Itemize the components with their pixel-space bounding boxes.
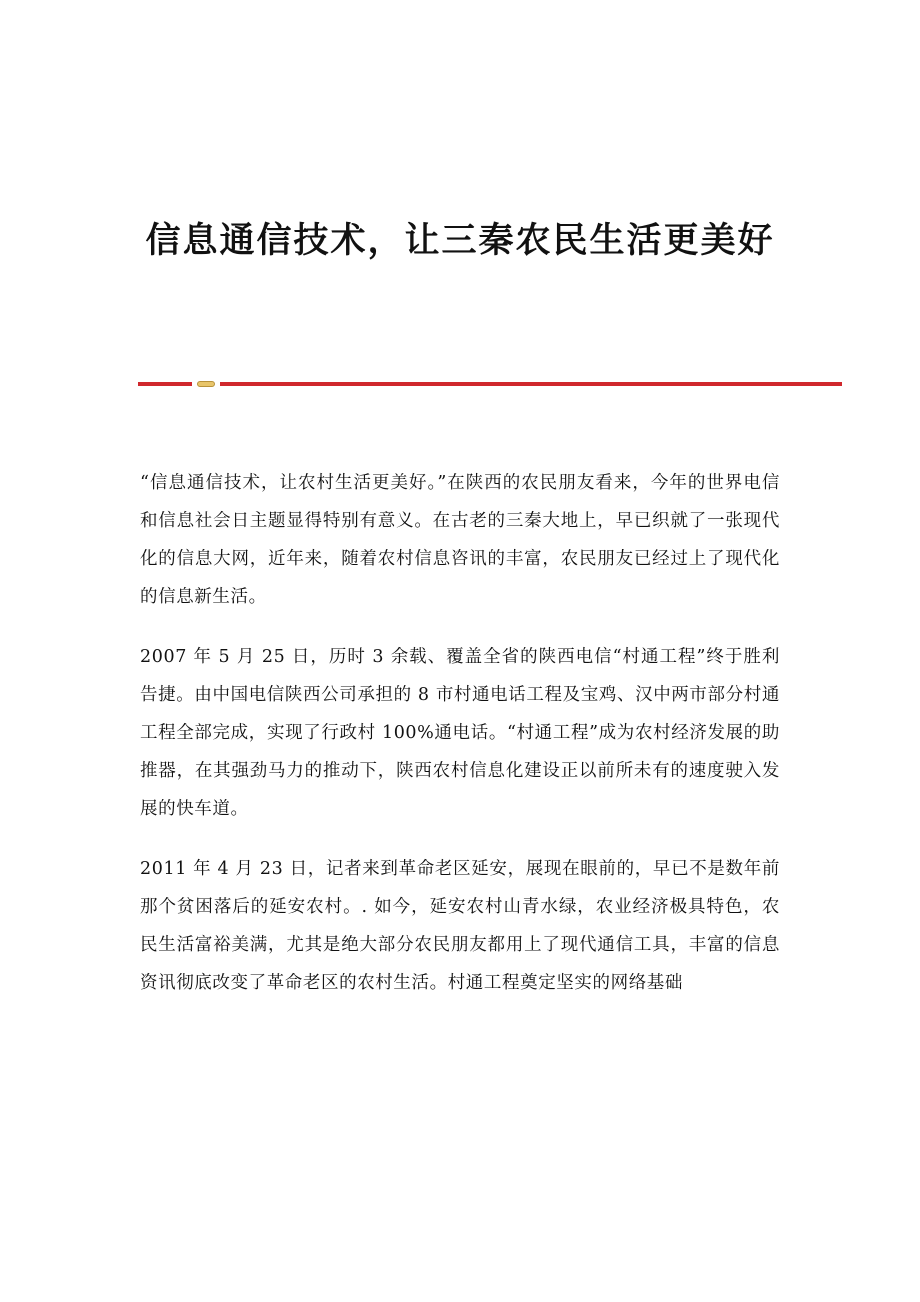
- page-title: 信息通信技术，让三秦农民生活更美好: [145, 220, 775, 261]
- article-paragraph-3: 2011 年 4 月 23 日，记者来到革命老区延安，展现在眼前的，早已不是数年前那个贫困落后的延安农村。. 如今，延安农村山青水绿，农业经济极具特色，农民生活富裕美满，尤其是绝大部分农民朋友都用上了现代通信工具，丰富的信息资讯彻底改变了革命老区的农村生活。村通工程奠定坚实的网络基础: [140, 859, 780, 993]
- divider-bar-left: [138, 382, 192, 386]
- article-paragraph-2: 2007 年 5 月 25 日，历时 3 余载、覆盖全省的陕西电信“村通工程”终于胜利告捷。由中国电信陕西公司承担的 8 市村通电话工程及宝鸡、汉中两市部分村通工程全部完成，实现了行政村 100%通电话。“村通工程”成为农村经济发展的助推器，在其强劲马力的推动下，陕西农村信息化建设正以前所未有的速度驶入发展的快车道。: [140, 647, 780, 819]
- divider-ornament-icon: [197, 381, 215, 387]
- title-divider: [138, 378, 842, 390]
- divider-bar-right: [220, 382, 842, 386]
- article-body: [140, 464, 780, 1024]
- article-paragraph-1: “信息通信技术，让农村生活更美好。”在陕西的农民朋友看来，今年的世界电信和信息社会日主题显得特别有意义。在古老的三秦大地上，早已织就了一张现代化的信息大网，近年来，随着农村信息咨讯的丰富，农民朋友已经过上了现代化的信息新生活。: [140, 473, 780, 607]
